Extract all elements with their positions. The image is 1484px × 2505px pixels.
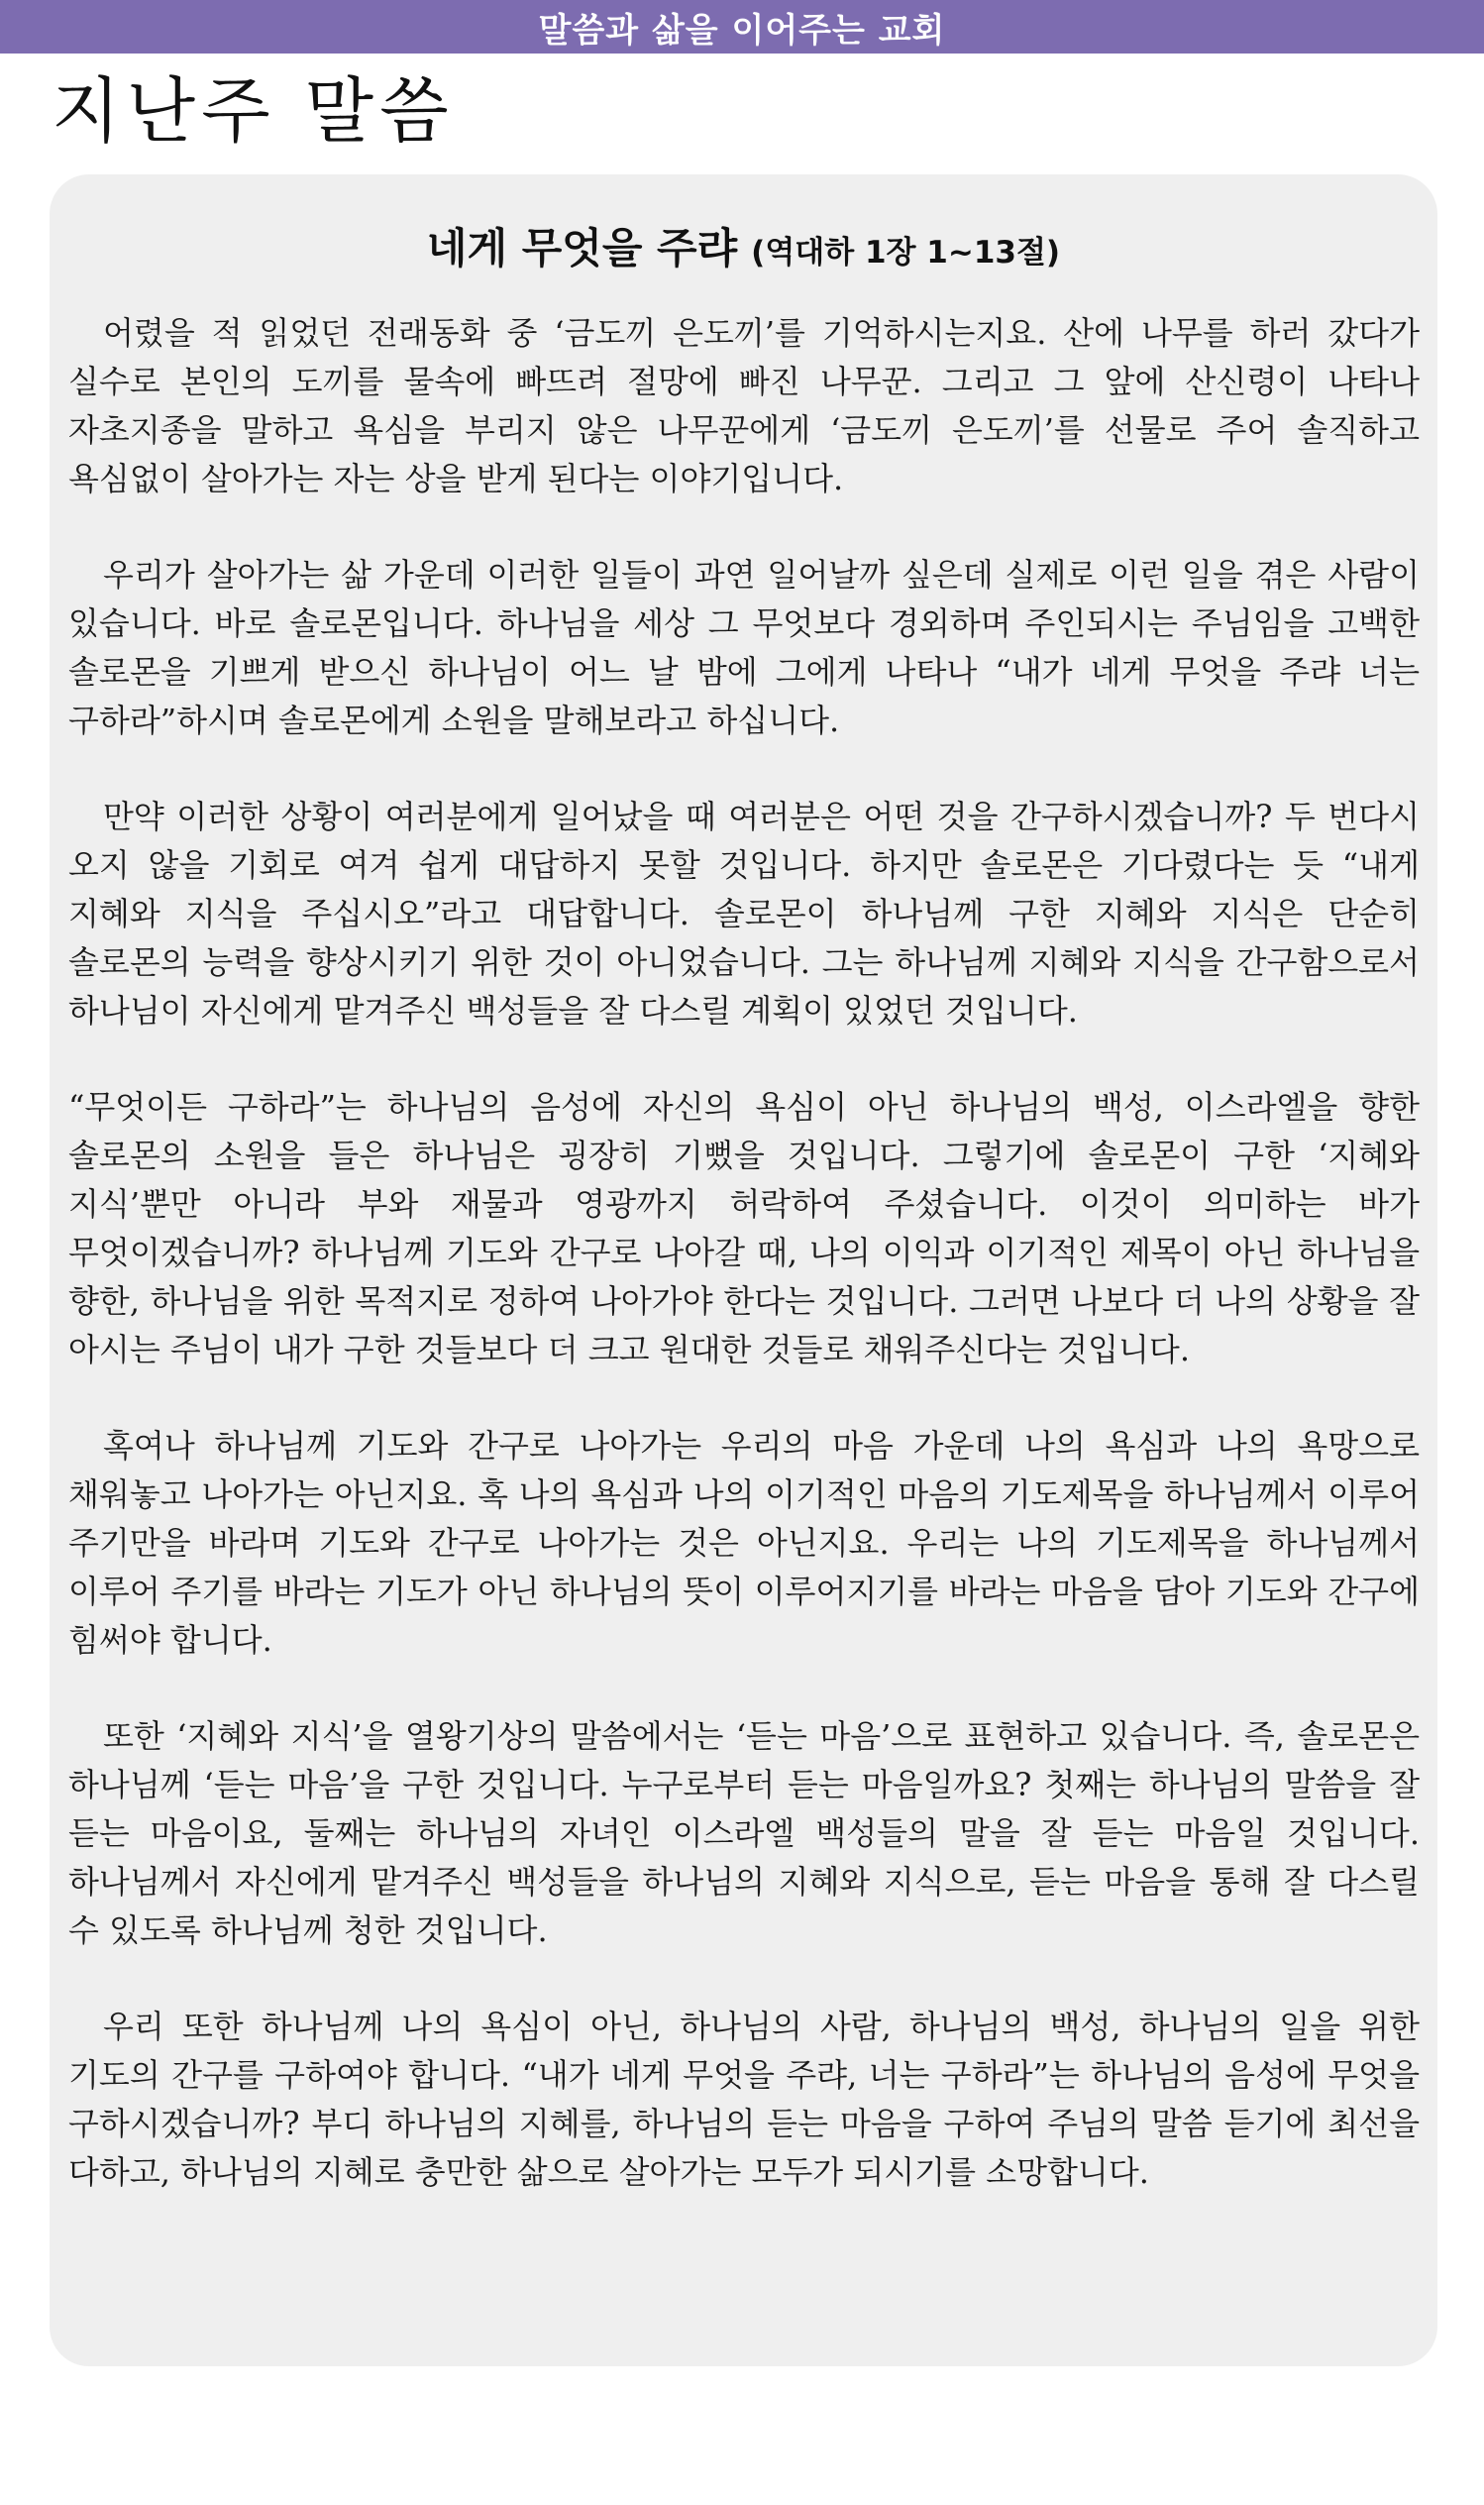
sermon-paragraph: 우리가 살아가는 삶 가운데 이러한 일들이 과연 일어날까 싶은데 실제로 이런 일을 겪은 사람이 있습니다. 바로 솔로몬입니다. 하나님을 세상 그 무엇보다 경외하며 주인되시는 주님임을 고백한 솔로몬을 기쁘게 받으신 하나님이 어느 날 밤에 그에게 나타나 “내가 네게 무엇을 주랴 너는 구하라”하시며 솔로몬에게 소원을 말해보라고 하십니다. [68, 556, 1420, 739]
sermon-card [50, 174, 1437, 2366]
sermon-body [68, 309, 1420, 2244]
page-title: 지난주 말씀 [52, 69, 455, 153]
scripture-reference: (역대하 1장 1~13절) [751, 235, 1061, 271]
sermon-title: 네게 무엇을 주랴 [426, 224, 738, 272]
sermon-heading [50, 216, 1437, 275]
sermon-paragraph: 우리 또한 하나님께 나의 욕심이 아닌, 하나님의 사람, 하나님의 백성, 하나님의 일을 위한 기도의 간구를 구하여야 합니다. “내가 네게 무엇을 주랴, 너는 구하라”는 하나님의 음성에 무엇을 구하시겠습니까? 부디 하나님의 지혜를, 하나님의 듣는 마음을 구하여 주님의 말씀 듣기에 최선을 다하고, 하나님의 지혜로 충만한 삶으로 살아가는 모두가 되시기를 소망합니다. [68, 2008, 1420, 2191]
church-slogan-banner [0, 0, 1484, 54]
church-slogan-text: 말씀과 삶을 이어주는 교회 [538, 10, 946, 51]
sermon-paragraph: “무엇이든 구하라”는 하나님의 음성에 자신의 욕심이 아닌 하나님의 백성, 이스라엘을 향한 솔로몬의 소원을 들은 하나님은 굉장히 기뻤을 것입니다. 그렇기에 솔로몬이 구한 ‘지혜와 지식’뿐만 아니라 부와 재물과 영광까지 허락하여 주셨습니다. 이것이 의미하는 바가 무엇이겠습니까? 하나님께 기도와 간구로 나아갈 때, 나의 이익과 이기적인 제목이 아닌 하나님을 향한, 하나님을 위한 목적지로 정하여 나아가야 한다는 것입니다. 그러면 나보다 더 나의 상황을 잘 아시는 주님이 내가 구한 것들보다 더 크고 원대한 것들로 채워주신다는 것입니다. [68, 1088, 1420, 1368]
sermon-paragraph: 만약 이러한 상황이 여러분에게 일어났을 때 여러분은 어떤 것을 간구하시겠습니까? 두 번다시 오지 않을 기회로 여겨 쉽게 대답하지 못할 것입니다. 하지만 솔로몬은 기다렸다는 듯 “내게 지혜와 지식을 주십시오”라고 대답합니다. 솔로몬이 하나님께 구한 지혜와 지식은 단순히 솔로몬의 능력을 향상시키기 위한 것이 아니었습니다. 그는 하나님께 지혜와 지식을 간구함으로서 하나님이 자신에게 맡겨주신 백성들을 잘 다스릴 계획이 있었던 것입니다. [68, 798, 1420, 1030]
sermon-paragraph: 어렸을 적 읽었던 전래동화 중 ‘금도끼 은도끼’를 기억하시는지요. 산에 나무를 하러 갔다가 실수로 본인의 도끼를 물속에 빠뜨려 절망에 빠진 나무꾼. 그리고 그 앞에 산신령이 나타나 자초지종을 말하고 욕심을 부리지 않은 나무꾼에게 ‘금도끼 은도끼’를 선물로 주어 솔직하고 욕심없이 살아가는 자는 상을 받게 된다는 이야기입니다. [68, 314, 1420, 497]
sermon-paragraph: 혹여나 하나님께 기도와 간구로 나아가는 우리의 마음 가운데 나의 욕심과 나의 욕망으로 채워놓고 나아가는 아닌지요. 혹 나의 욕심과 나의 이기적인 마음의 기도제목을 하나님께서 이루어 주기만을 바라며 기도와 간구로 나아가는 것은 아닌지요. 우리는 나의 기도제목을 하나님께서 이루어 주기를 바라는 기도가 아닌 하나님의 뜻이 이루어지기를 바라는 마음을 담아 기도와 간구에 힘써야 합니다. [68, 1427, 1420, 1659]
sermon-paragraph: 또한 ‘지혜와 지식’을 열왕기상의 말씀에서는 ‘듣는 마음’으로 표현하고 있습니다. 즉, 솔로몬은 하나님께 ‘듣는 마음’을 구한 것입니다. 누구로부터 듣는 마음일까요? 첫째는 하나님의 말씀을 잘 듣는 마음이요, 둘째는 하나님의 자녀인 이스라엘 백성들의 말을 잘 듣는 마음일 것입니다. 하나님께서 자신에게 맡겨주신 백성들을 하나님의 지혜와 지식으로, 듣는 마음을 통해 잘 다스릴 수 있도록 하나님께 청한 것입니다. [68, 1717, 1420, 1949]
